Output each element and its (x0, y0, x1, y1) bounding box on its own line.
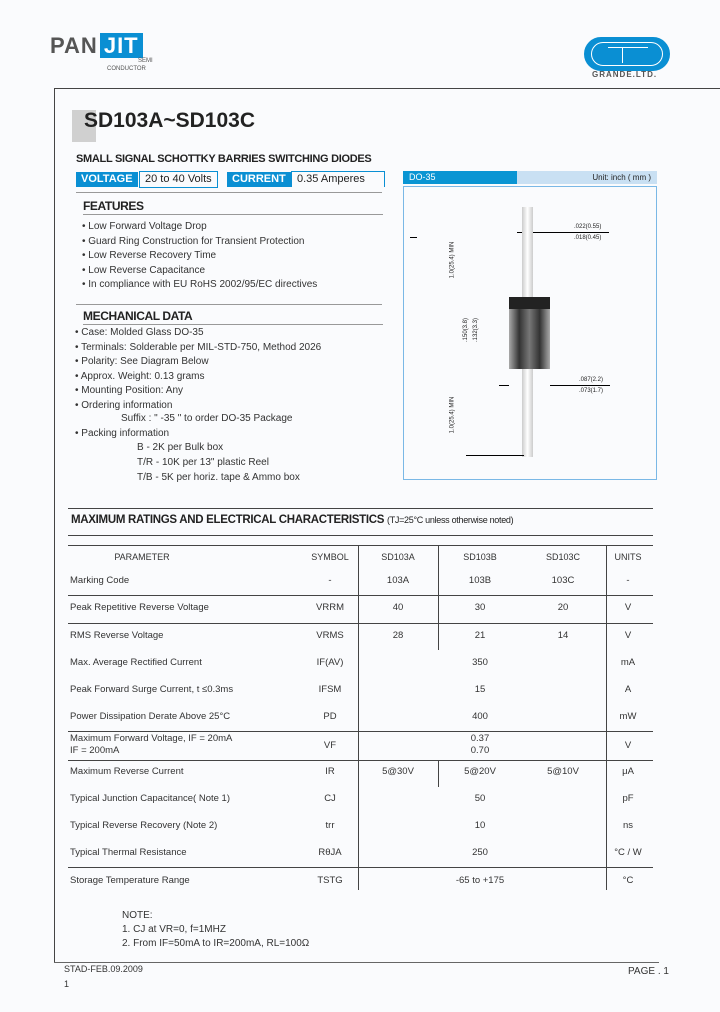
row-value: 10 (474, 820, 486, 831)
col-header: UNITS (614, 552, 642, 562)
row-symbol: TSTG (317, 875, 343, 886)
row-symbol: RθJA (318, 847, 342, 858)
table-vline (606, 545, 607, 890)
row-value-a: 28 (392, 630, 404, 641)
row-unit: pF (622, 793, 634, 804)
mechanical-item: • Ordering information (75, 399, 173, 411)
mechanical-text: Approx. Weight: 0.13 grams (80, 370, 205, 382)
row-unit: °C (622, 875, 634, 886)
mechanical-text: Mounting Position: Any (81, 385, 184, 396)
ratings-title: MAXIMUM RATINGS AND ELECTRICAL CHARACTERISTICS (71, 514, 385, 526)
ratings-note: (TJ=25°C unless otherwise noted) (387, 515, 514, 525)
table-rule (68, 623, 653, 624)
feature-item: • Low Forward Voltage Drop (82, 221, 207, 232)
mechanical-text: Ordering information (81, 399, 173, 411)
grande-name: GRANDE.LTD. (592, 70, 658, 79)
table-rule (68, 760, 653, 761)
table-rule (68, 867, 653, 868)
subtitle: SMALL SIGNAL SCHOTTKY BARRIES SWITCHING DIODES (76, 153, 372, 165)
cathode-band (509, 297, 550, 309)
row-symbol: IFSM (318, 684, 342, 695)
row-parameter: Marking Code (70, 575, 130, 586)
row-value-b: 30 (474, 602, 486, 613)
logo-sub2: CONDUCTOR (107, 66, 146, 72)
row-value-a: 5@30V (382, 766, 414, 777)
page-title: SD103A~SD103C (84, 109, 256, 132)
row-parameter: Typical Reverse Recovery (Note 2) (70, 820, 218, 831)
row-value: -65 to +175 (455, 875, 505, 886)
features-heading: FEATURES (83, 199, 144, 213)
mechanical-item: • Terminals: Solderable per MIL-STD-750, Method 2026 (75, 341, 322, 353)
table-rule (68, 731, 653, 732)
footer-date: STAD-FEB.09.2009 (64, 964, 143, 974)
dim-body-dia-min: .073(1.7) (579, 388, 604, 394)
logo-jit: JIT (100, 33, 143, 58)
mechanical-item: • Case: Molded Glass DO-35 (75, 327, 204, 338)
row-parameter: Power Dissipation Derate Above 25°C (70, 711, 231, 722)
mechanical-heading: MECHANICAL DATA (83, 309, 193, 323)
feature-item: • In compliance with EU RoHS 2002/95/EC directives (82, 279, 318, 290)
packing-bulk: B - 2K per Bulk box (137, 442, 224, 453)
mechanical-text: Terminals: Solderable per MIL-STD-750, Method 2026 (81, 341, 322, 353)
row-value-c: 14 (557, 630, 569, 641)
packing-reel: T/R - 10K per 13" plastic Reel (137, 457, 269, 468)
mechanical-text: Polarity: See Diagram Below (81, 356, 209, 367)
dim-body-len-max: .150(3.8) (463, 317, 470, 343)
row-symbol: VF (323, 740, 337, 751)
row-symbol: VRRM (316, 602, 344, 613)
table-rule (68, 595, 653, 596)
row-symbol: CJ (324, 793, 336, 804)
voltage-value: 20 to 40 Volts (139, 171, 218, 188)
row-value-b: 5@20V (464, 766, 496, 777)
row-unit: mA (620, 657, 636, 668)
row-symbol: - (328, 575, 332, 586)
row-parameter: Typical Junction Capacitance( Note 1) (70, 793, 230, 804)
dim-lead-length-bottom: 1.0(25.4) MIN (449, 396, 456, 434)
row-value-c: 5@10V (547, 766, 579, 777)
current-label: CURRENT (227, 172, 291, 187)
row-value-a: 103A (386, 575, 410, 586)
row-symbol: PD (323, 711, 337, 722)
col-header-parameter: PARAMETER (114, 552, 170, 562)
row-parameter: RMS Reverse Voltage (70, 630, 164, 641)
row-symbol: VRMS (316, 630, 344, 641)
row-symbol: IR (325, 766, 335, 777)
voltage-label: VOLTAGE (76, 172, 138, 187)
feature-text: Low Reverse Recovery Time (88, 250, 217, 261)
ordering-suffix: Suffix : " -35 " to order DO-35 Package (121, 413, 293, 424)
row-parameter: Maximum Forward Voltage, IF = 20mA (70, 733, 233, 744)
feature-text: Low Forward Voltage Drop (88, 221, 207, 232)
note-2: 2. From IF=50mA to IR=200mA, RL=100Ω (122, 938, 310, 949)
frame-left (54, 88, 55, 962)
dim-lead-max: .022(0.55) (574, 224, 602, 230)
mechanical-item: • Approx. Weight: 0.13 grams (75, 370, 205, 382)
row-unit: V (624, 740, 632, 751)
col-header: SYMBOL (311, 552, 349, 562)
row-unit: ns (622, 820, 634, 831)
row-value-a: 40 (392, 602, 404, 613)
row-parameter: Peak Forward Surge Current, t ≤0.3ms (70, 684, 234, 695)
note-1: 1. CJ at VR=0, f=1MHZ (122, 924, 226, 935)
row-unit: V (624, 602, 632, 613)
mechanical-item: • Mounting Position: Any (75, 385, 184, 396)
row-value: 400 (472, 711, 488, 722)
feature-item: • Guard Ring Construction for Transient Protection (82, 235, 305, 247)
dim-lead-min: .018(0.45) (574, 235, 602, 241)
row-unit: V (624, 630, 632, 641)
row-value: 50 (474, 793, 486, 804)
feature-text: Low Reverse Capacitance (88, 264, 206, 276)
feature-item: • Low Reverse Capacitance (82, 264, 206, 276)
panjit-logo (50, 33, 143, 59)
packing-info: • Packing information (75, 428, 170, 439)
row-value: 15 (474, 684, 486, 695)
page-number: PAGE . 1 (628, 966, 669, 977)
packing-label: Packing information (81, 428, 170, 439)
row-value: 350 (472, 657, 488, 668)
footer-num: 1 (64, 979, 70, 989)
col-header: SD103C (545, 552, 581, 562)
row-symbol: trr (325, 820, 335, 831)
row-parameter: Maximum Reverse Current (70, 766, 184, 777)
row-unit: A (624, 684, 632, 695)
row-value-b: 21 (474, 630, 486, 641)
row-parameter: Storage Temperature Range (70, 875, 190, 886)
row-parameter-2: IF = 200mA (70, 745, 120, 756)
logo-pan: PAN (50, 33, 98, 58)
row-unit: - (626, 575, 630, 586)
row-value-c: 103C (551, 575, 575, 586)
col-header: SD103A (381, 552, 415, 562)
ratings-heading (71, 514, 513, 526)
mechanical-item: • Polarity: See Diagram Below (75, 356, 209, 367)
row-unit: mW (619, 711, 637, 722)
notes-heading: NOTE: (122, 910, 153, 921)
package-name: DO-35 (403, 171, 517, 184)
row-value-b: 103B (468, 575, 492, 586)
table-vline (438, 545, 439, 650)
dim-lead-length-top: 1.0(25.4) MIN (449, 241, 456, 279)
logo-sub1: SEMI (138, 58, 153, 64)
package-diagram (403, 186, 657, 480)
feature-text: Guard Ring Construction for Transient Protection (88, 235, 305, 247)
dim-body-dia-max: .087(2.2) (579, 377, 604, 383)
row-parameter: Peak Repetitive Reverse Voltage (70, 602, 209, 613)
row-value-c: 20 (557, 602, 569, 613)
row-parameter: Typical Thermal Resistance (70, 847, 187, 858)
row-value: 0.37 (470, 733, 490, 744)
row-unit: μA (622, 766, 634, 777)
col-header: SD103B (463, 552, 497, 562)
frame-top (54, 88, 720, 89)
table-vline (438, 760, 439, 787)
mechanical-text: Case: Molded Glass DO-35 (81, 327, 204, 338)
feature-text: In compliance with EU RoHS 2002/95/EC directives (88, 279, 318, 290)
packing-ammo: T/B - 5K per horiz. tape & Ammo box (137, 472, 300, 483)
package-unit: Unit: inch ( mm ) (517, 171, 657, 184)
row-value-2: 0.70 (470, 745, 490, 756)
row-parameter: Max. Average Rectified Current (70, 657, 202, 668)
row-value: 250 (472, 847, 488, 858)
row-unit: °C / W (614, 847, 642, 858)
table-vline (358, 545, 359, 890)
row-symbol: IF(AV) (316, 657, 344, 668)
dim-body-len-min: .132(3.3) (473, 317, 480, 343)
grande-logo (584, 37, 670, 71)
feature-item: • Low Reverse Recovery Time (82, 250, 217, 261)
current-value: 0.35 Amperes (291, 171, 385, 187)
